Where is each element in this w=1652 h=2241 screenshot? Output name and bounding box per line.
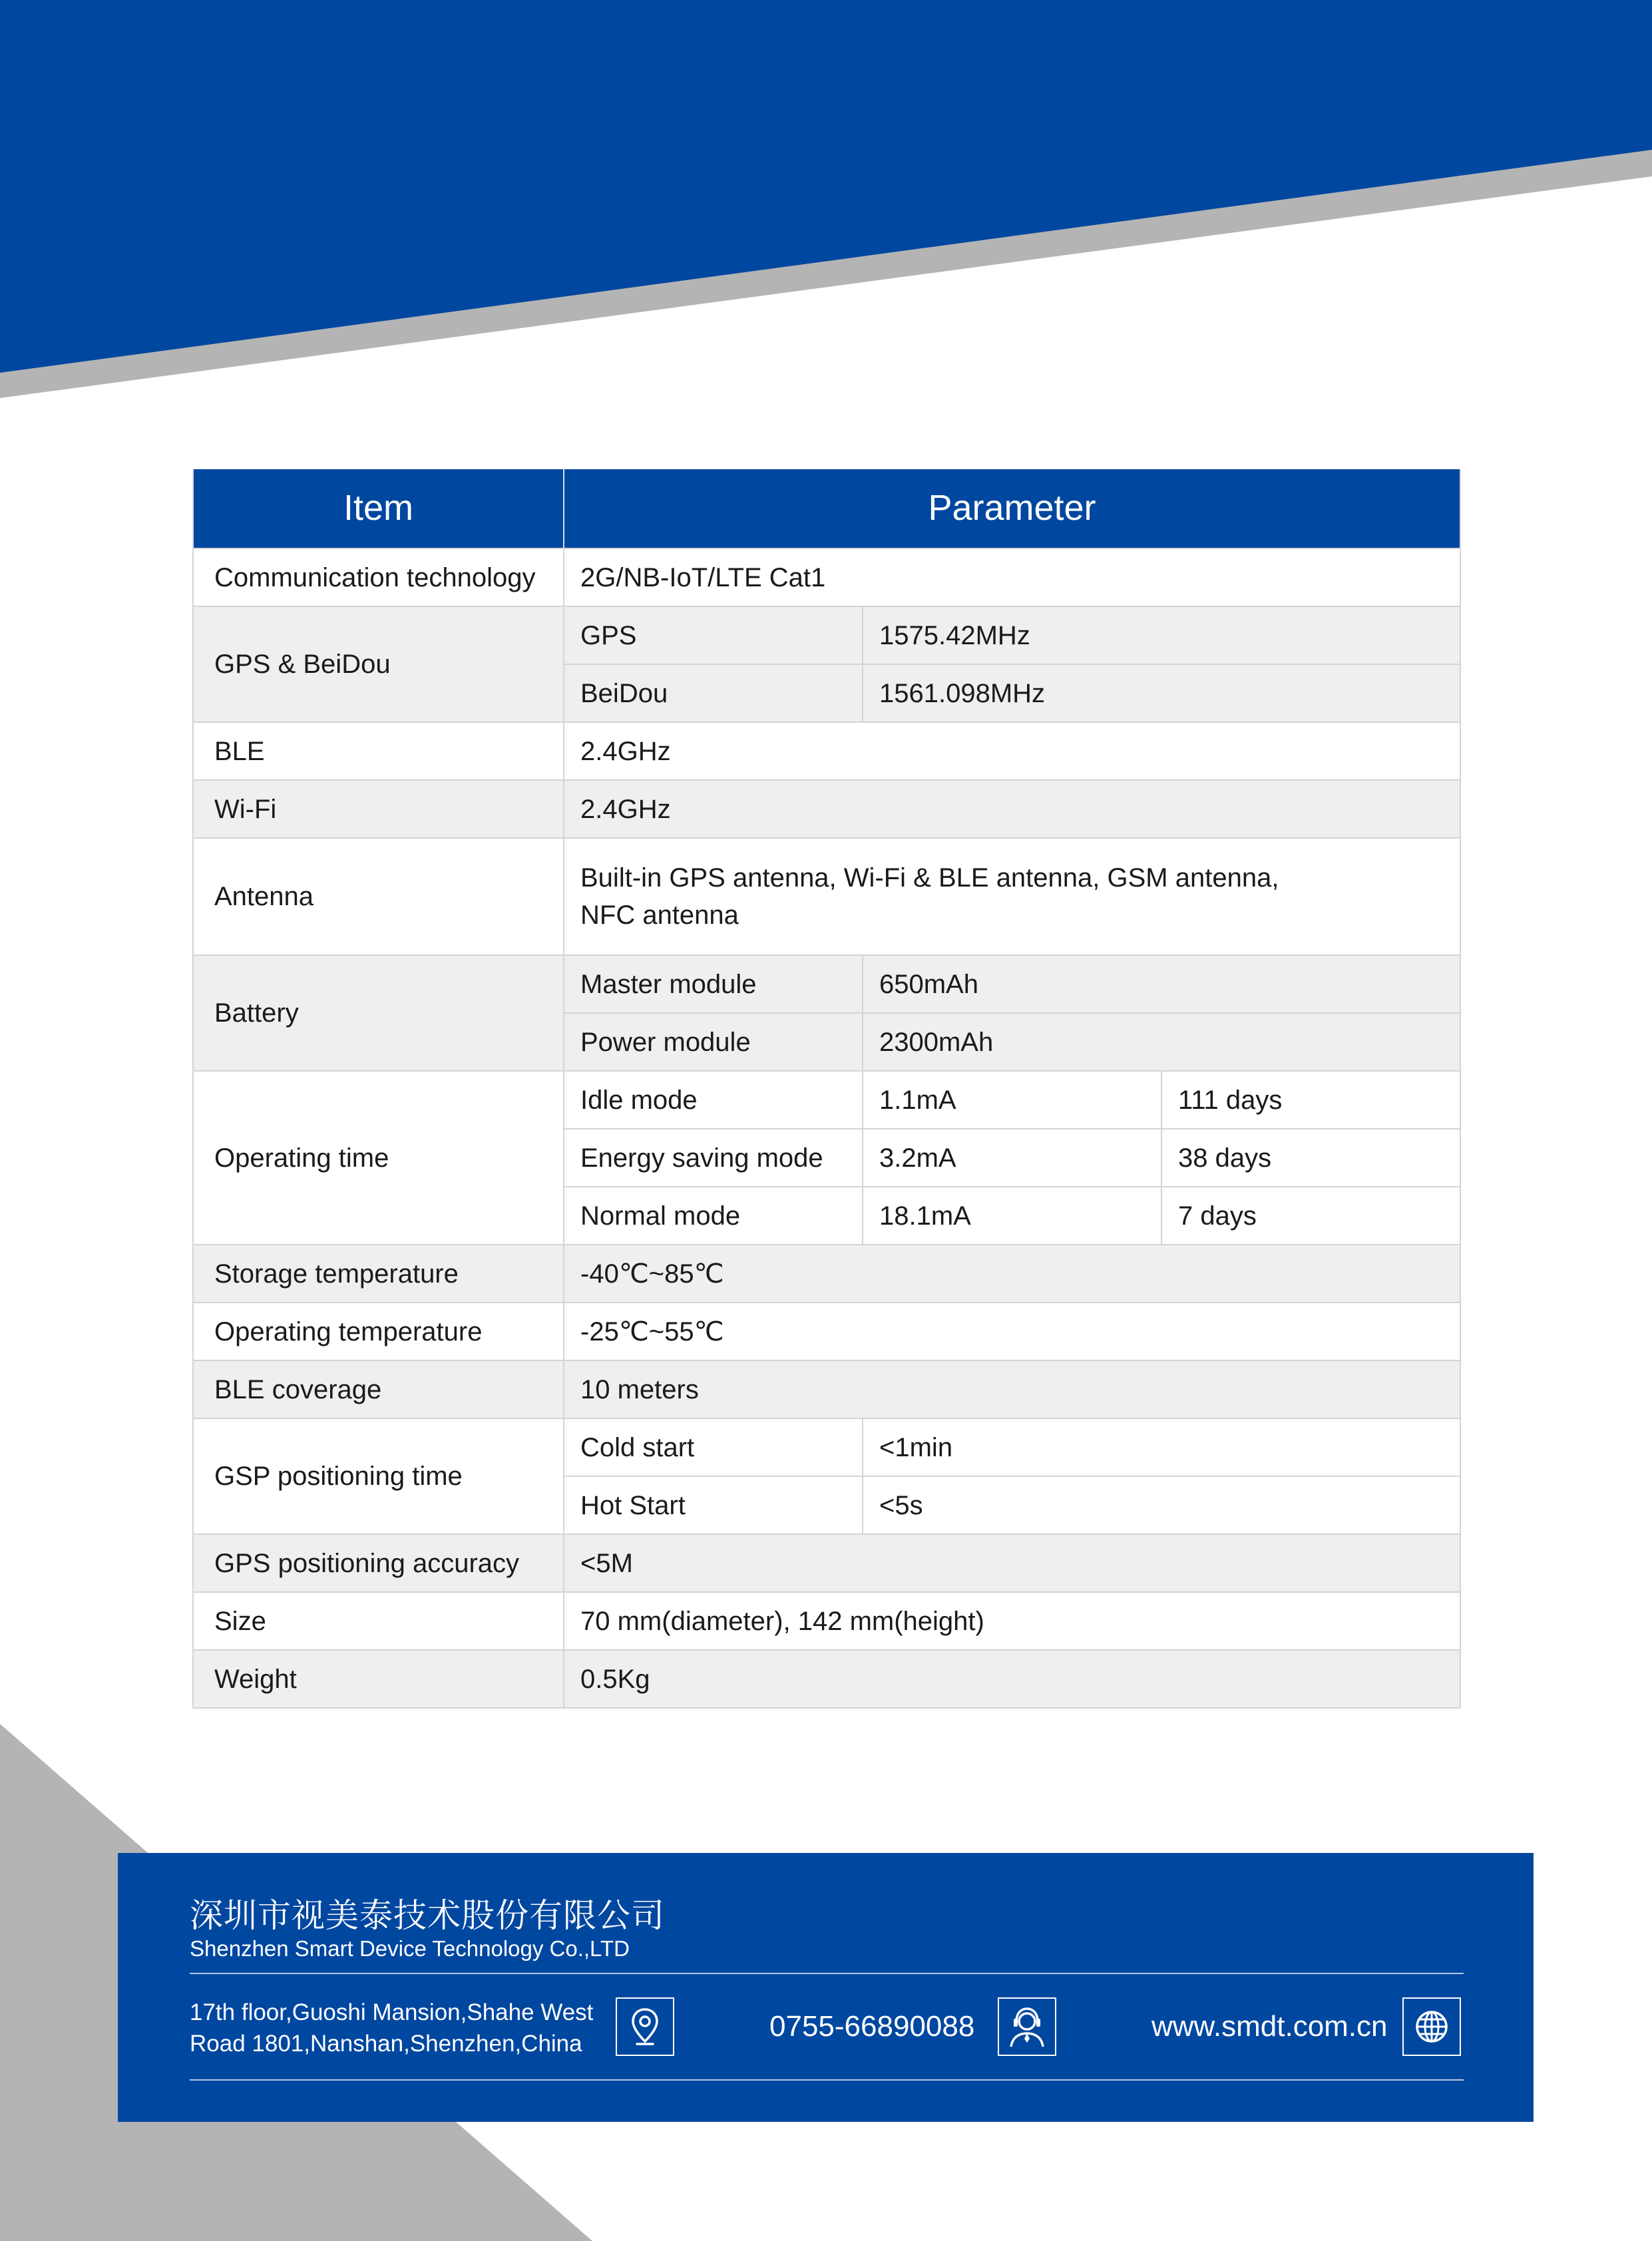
row-value: -40℃~85℃ bbox=[564, 1245, 1460, 1303]
table-row bbox=[193, 1245, 1460, 1303]
table-header-row bbox=[193, 469, 1460, 548]
customer-service-icon bbox=[998, 1997, 1056, 2056]
footer-divider-top bbox=[190, 1973, 1464, 1974]
company-name-cn: 深圳市视美泰技术股份有限公司 bbox=[190, 1896, 665, 1935]
mode-days: 7 days bbox=[1161, 1187, 1460, 1245]
table-row bbox=[193, 1071, 1460, 1129]
sub-value: 650mAh bbox=[863, 955, 1460, 1013]
row-value: 2G/NB-IoT/LTE Cat1 bbox=[564, 548, 1460, 606]
row-value: 70 mm(diameter), 142 mm(height) bbox=[564, 1592, 1460, 1650]
row-label: Battery bbox=[193, 955, 564, 1071]
table-row bbox=[193, 780, 1460, 838]
address bbox=[190, 1997, 616, 2059]
location-pin-icon bbox=[616, 1997, 674, 2056]
sub-label: GPS bbox=[564, 606, 863, 664]
table-row bbox=[193, 606, 1460, 664]
row-value bbox=[564, 838, 1460, 955]
spec-table bbox=[192, 469, 1461, 1709]
header-parameter: Parameter bbox=[564, 469, 1460, 548]
mode-current: 3.2mA bbox=[863, 1129, 1161, 1187]
row-label: Communication technology bbox=[193, 548, 564, 606]
mode-label: Idle mode bbox=[564, 1071, 863, 1129]
mode-label: Normal mode bbox=[564, 1187, 863, 1245]
row-label: Antenna bbox=[193, 838, 564, 955]
row-label: BLE coverage bbox=[193, 1360, 564, 1418]
row-label: Wi-Fi bbox=[193, 780, 564, 838]
sub-value: 1575.42MHz bbox=[863, 606, 1460, 664]
mode-current: 18.1mA bbox=[863, 1187, 1161, 1245]
table-row bbox=[193, 1650, 1460, 1708]
company-name-en: Shenzhen Smart Device Technology Co.,LTD bbox=[190, 1936, 630, 1961]
row-value: 10 meters bbox=[564, 1360, 1460, 1418]
sub-value: <1min bbox=[863, 1418, 1460, 1476]
mode-label: Energy saving mode bbox=[564, 1129, 863, 1187]
sub-label: BeiDou bbox=[564, 664, 863, 722]
table-row bbox=[193, 1534, 1460, 1592]
sub-label: Cold start bbox=[564, 1418, 863, 1476]
row-value: 2.4GHz bbox=[564, 722, 1460, 780]
row-value: 0.5Kg bbox=[564, 1650, 1460, 1708]
row-label: Operating time bbox=[193, 1071, 564, 1245]
table-row bbox=[193, 838, 1460, 955]
table-row bbox=[193, 722, 1460, 780]
row-label: Weight bbox=[193, 1650, 564, 1708]
sub-label: Master module bbox=[564, 955, 863, 1013]
sub-value: 1561.098MHz bbox=[863, 664, 1460, 722]
table-row bbox=[193, 1418, 1460, 1476]
row-value: <5M bbox=[564, 1534, 1460, 1592]
antenna-line-1: Built-in GPS antenna, Wi-Fi & BLE antenna, GSM antenna, bbox=[580, 863, 1279, 893]
table-row bbox=[193, 548, 1460, 606]
sub-label: Power module bbox=[564, 1013, 863, 1071]
row-label: Operating temperature bbox=[193, 1303, 564, 1360]
sub-value: 2300mAh bbox=[863, 1013, 1460, 1071]
row-label: BLE bbox=[193, 722, 564, 780]
row-label: GSP positioning time bbox=[193, 1418, 564, 1534]
globe-icon bbox=[1402, 1997, 1461, 2056]
sub-label: Hot Start bbox=[564, 1476, 863, 1534]
address-line-1: 17th floor,Guoshi Mansion,Shahe West bbox=[190, 1999, 594, 2025]
footer-divider-bottom bbox=[190, 2079, 1464, 2081]
row-label: GPS & BeiDou bbox=[193, 606, 564, 722]
row-label: Storage temperature bbox=[193, 1245, 564, 1303]
row-label: GPS positioning accuracy bbox=[193, 1534, 564, 1592]
table-row bbox=[193, 1592, 1460, 1650]
mode-days: 111 days bbox=[1161, 1071, 1460, 1129]
header-item: Item bbox=[193, 469, 564, 548]
table-row bbox=[193, 955, 1460, 1013]
row-value: 2.4GHz bbox=[564, 780, 1460, 838]
antenna-line-2: NFC antenna bbox=[580, 901, 739, 930]
table-row bbox=[193, 1303, 1460, 1360]
address-line-2: Road 1801,Nanshan,Shenzhen,China bbox=[190, 2031, 582, 2057]
sub-value: <5s bbox=[863, 1476, 1460, 1534]
phone-number[interactable]: 0755-66890088 bbox=[769, 2010, 975, 2043]
mode-current: 1.1mA bbox=[863, 1071, 1161, 1129]
row-label: Size bbox=[193, 1592, 564, 1650]
row-value: -25℃~55℃ bbox=[564, 1303, 1460, 1360]
footer-contact-block bbox=[118, 1853, 1534, 2122]
website-link[interactable]: www.smdt.com.cn bbox=[1151, 2010, 1388, 2043]
mode-days: 38 days bbox=[1161, 1129, 1460, 1187]
table-row bbox=[193, 1360, 1460, 1418]
